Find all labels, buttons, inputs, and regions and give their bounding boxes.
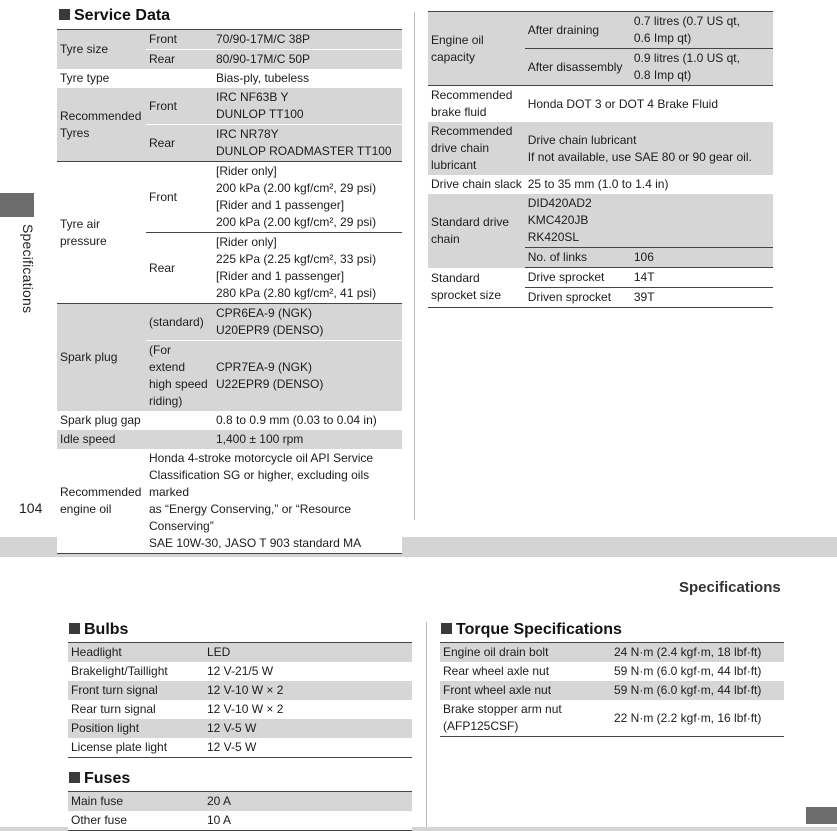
page-number: 104 <box>19 500 43 516</box>
bulb-name: Headlight <box>68 643 204 663</box>
cell-value: IRC NR78Y DUNLOP ROADMASTER TT100 <box>213 125 402 162</box>
torque-name: Engine oil drain bolt <box>440 643 611 663</box>
row-label: Tyre air pressure <box>57 162 146 304</box>
column-divider <box>414 12 415 520</box>
sub-label: Driven sprocket <box>525 288 631 308</box>
sub-label: Rear <box>146 233 213 304</box>
bulb-name: Brakelight/Taillight <box>68 662 204 681</box>
fuse-name: Other fuse <box>68 811 204 831</box>
torque-value: 59 N·m (6.0 kgf·m, 44 lbf·ft) <box>611 662 784 681</box>
cell-value: 39T <box>631 288 773 308</box>
cell-value: [Rider only] 225 kPa (2.25 kgf/cm², 33 psi) [Rider and 1 passenger] 280 kPa (2.80 kgf/cm², 41 psi) <box>213 233 402 304</box>
torque-title <box>441 621 622 639</box>
sub-label: Drive sprocket <box>525 268 631 288</box>
torque-name: Rear wheel axle nut <box>440 662 611 681</box>
bulb-value: LED <box>204 643 412 663</box>
bulbs-table <box>68 642 412 758</box>
column-divider <box>426 622 427 827</box>
row-label: Standard drive chain <box>428 194 525 268</box>
cell-value: 0.7 litres (0.7 US qt, 0.6 Imp qt) <box>631 12 773 49</box>
sub-label: Front <box>146 88 213 125</box>
bulb-row <box>68 700 412 719</box>
cell-value: Honda 4-stroke motorcycle oil API Service Classification SG or higher, excluding oils marked as “Energy Conserving,” or “Resource Conserving” SAE 10W-30, JASO T 903 standard MA <box>146 449 402 554</box>
row-label: Recommended engine oil <box>57 449 146 554</box>
service-data-title-text: Service Data <box>74 7 171 24</box>
bulb-row <box>68 738 412 758</box>
bulb-row <box>68 719 412 738</box>
section-square-icon <box>69 623 80 634</box>
torque-row <box>440 662 784 681</box>
sub-label: (For extend high speed riding) <box>146 341 213 412</box>
fuses-title <box>69 770 130 788</box>
bulb-name: Rear turn signal <box>68 700 204 719</box>
row-label: Spark plug gap <box>57 411 213 430</box>
fuses-title-text: Fuses <box>84 770 131 787</box>
cell-value: 106 <box>631 248 773 268</box>
section-square-icon <box>441 623 452 634</box>
sub-label: No. of links <box>525 248 631 268</box>
bulbs-title-text: Bulbs <box>84 621 129 638</box>
cell-value: CPR6EA-9 (NGK) U20EPR9 (DENSO) <box>213 304 402 341</box>
row-label: Standard sprocket size <box>428 268 525 308</box>
bulb-value: 12 V-5 W <box>204 719 412 738</box>
row-label: Recommended Tyres <box>57 88 146 162</box>
fuse-value: 10 A <box>204 811 412 831</box>
cell-value: [Rider only] 200 kPa (2.00 kgf/cm², 29 psi) [Rider and 1 passenger] 200 kPa (2.00 kgf/cm², 29 psi) <box>213 162 402 233</box>
row-label: Spark plug <box>57 304 146 412</box>
fuses-table <box>68 791 412 831</box>
cell-value: 80/90-17M/C 50P <box>213 50 402 70</box>
fuse-row <box>68 811 412 831</box>
fuse-name: Main fuse <box>68 792 204 812</box>
bulb-value: 12 V-5 W <box>204 738 412 758</box>
cell-value: CPR7EA-9 (NGK) U22EPR9 (DENSO) <box>213 341 402 412</box>
cell-value: 70/90-17M/C 38P <box>213 30 402 50</box>
bulb-name: Position light <box>68 719 204 738</box>
cell-value: 25 to 35 mm (1.0 to 1.4 in) <box>525 175 773 194</box>
bulb-name: License plate light <box>68 738 204 758</box>
row-label: Recommended brake fluid <box>428 86 525 123</box>
row-label: Drive chain slack <box>428 175 525 194</box>
torque-value: 22 N·m (2.2 kgf·m, 16 lbf·ft) <box>611 700 784 737</box>
cell-value: 1,400 ± 100 rpm <box>213 430 402 449</box>
torque-row <box>440 681 784 700</box>
sub-label: After draining <box>525 12 631 49</box>
cell-value: Drive chain lubricant If not available, use SAE 80 or 90 gear oil. <box>525 122 773 175</box>
section-tab-marker <box>806 807 837 824</box>
section-square-icon <box>69 772 80 783</box>
cell-value: 0.8 to 0.9 mm (0.03 to 0.04 in) <box>213 411 402 430</box>
fuse-value: 20 A <box>204 792 412 812</box>
torque-name: Front wheel axle nut <box>440 681 611 700</box>
section-tab-marker <box>0 193 34 217</box>
service-data-title <box>59 7 170 25</box>
cell-value: Honda DOT 3 or DOT 4 Brake Fluid <box>525 86 773 123</box>
fuse-row <box>68 792 412 812</box>
bulb-row <box>68 662 412 681</box>
row-label: Engine oil capacity <box>428 12 525 86</box>
sub-label: After disassembly <box>525 49 631 86</box>
row-label: Recommended drive chain lubricant <box>428 122 525 175</box>
bulb-value: 12 V-10 W × 2 <box>204 700 412 719</box>
cell-value: IRC NF63B Y DUNLOP TT100 <box>213 88 402 125</box>
bulb-row <box>68 681 412 700</box>
cell-value: DID420AD2 KMC420JB RK420SL <box>525 194 773 248</box>
row-label: Tyre size <box>57 30 146 70</box>
service-data-table-left <box>57 29 402 554</box>
bulb-value: 12 V-10 W × 2 <box>204 681 412 700</box>
row-label: Idle speed <box>57 430 213 449</box>
sub-label: Front <box>146 162 213 233</box>
side-section-label: Specifications <box>20 224 36 314</box>
torque-table <box>440 642 784 737</box>
cell-value: 0.9 litres (1.0 US qt, 0.8 Imp qt) <box>631 49 773 86</box>
cell-value: 14T <box>631 268 773 288</box>
sub-label: (standard) <box>146 304 213 341</box>
bulb-value: 12 V-21/5 W <box>204 662 412 681</box>
torque-title-text: Torque Specifications <box>456 621 622 638</box>
torque-value: 24 N·m (2.4 kgf·m, 18 lbf·ft) <box>611 643 784 663</box>
bulb-row <box>68 643 412 663</box>
row-label: Tyre type <box>57 69 146 88</box>
sub-label: Rear <box>146 125 213 162</box>
section-square-icon <box>59 9 70 20</box>
service-data-table-right <box>428 11 773 308</box>
torque-name: Brake stopper arm nut (AFP125CSF) <box>440 700 611 737</box>
page-header: Specifications <box>679 579 781 596</box>
sub-label: Front <box>146 30 213 50</box>
cell-value: Bias-ply, tubeless <box>213 69 402 88</box>
torque-value: 59 N·m (6.0 kgf·m, 44 lbf·ft) <box>611 681 784 700</box>
bulbs-title <box>69 621 128 639</box>
bulb-name: Front turn signal <box>68 681 204 700</box>
torque-row <box>440 643 784 663</box>
sub-label: Rear <box>146 50 213 70</box>
